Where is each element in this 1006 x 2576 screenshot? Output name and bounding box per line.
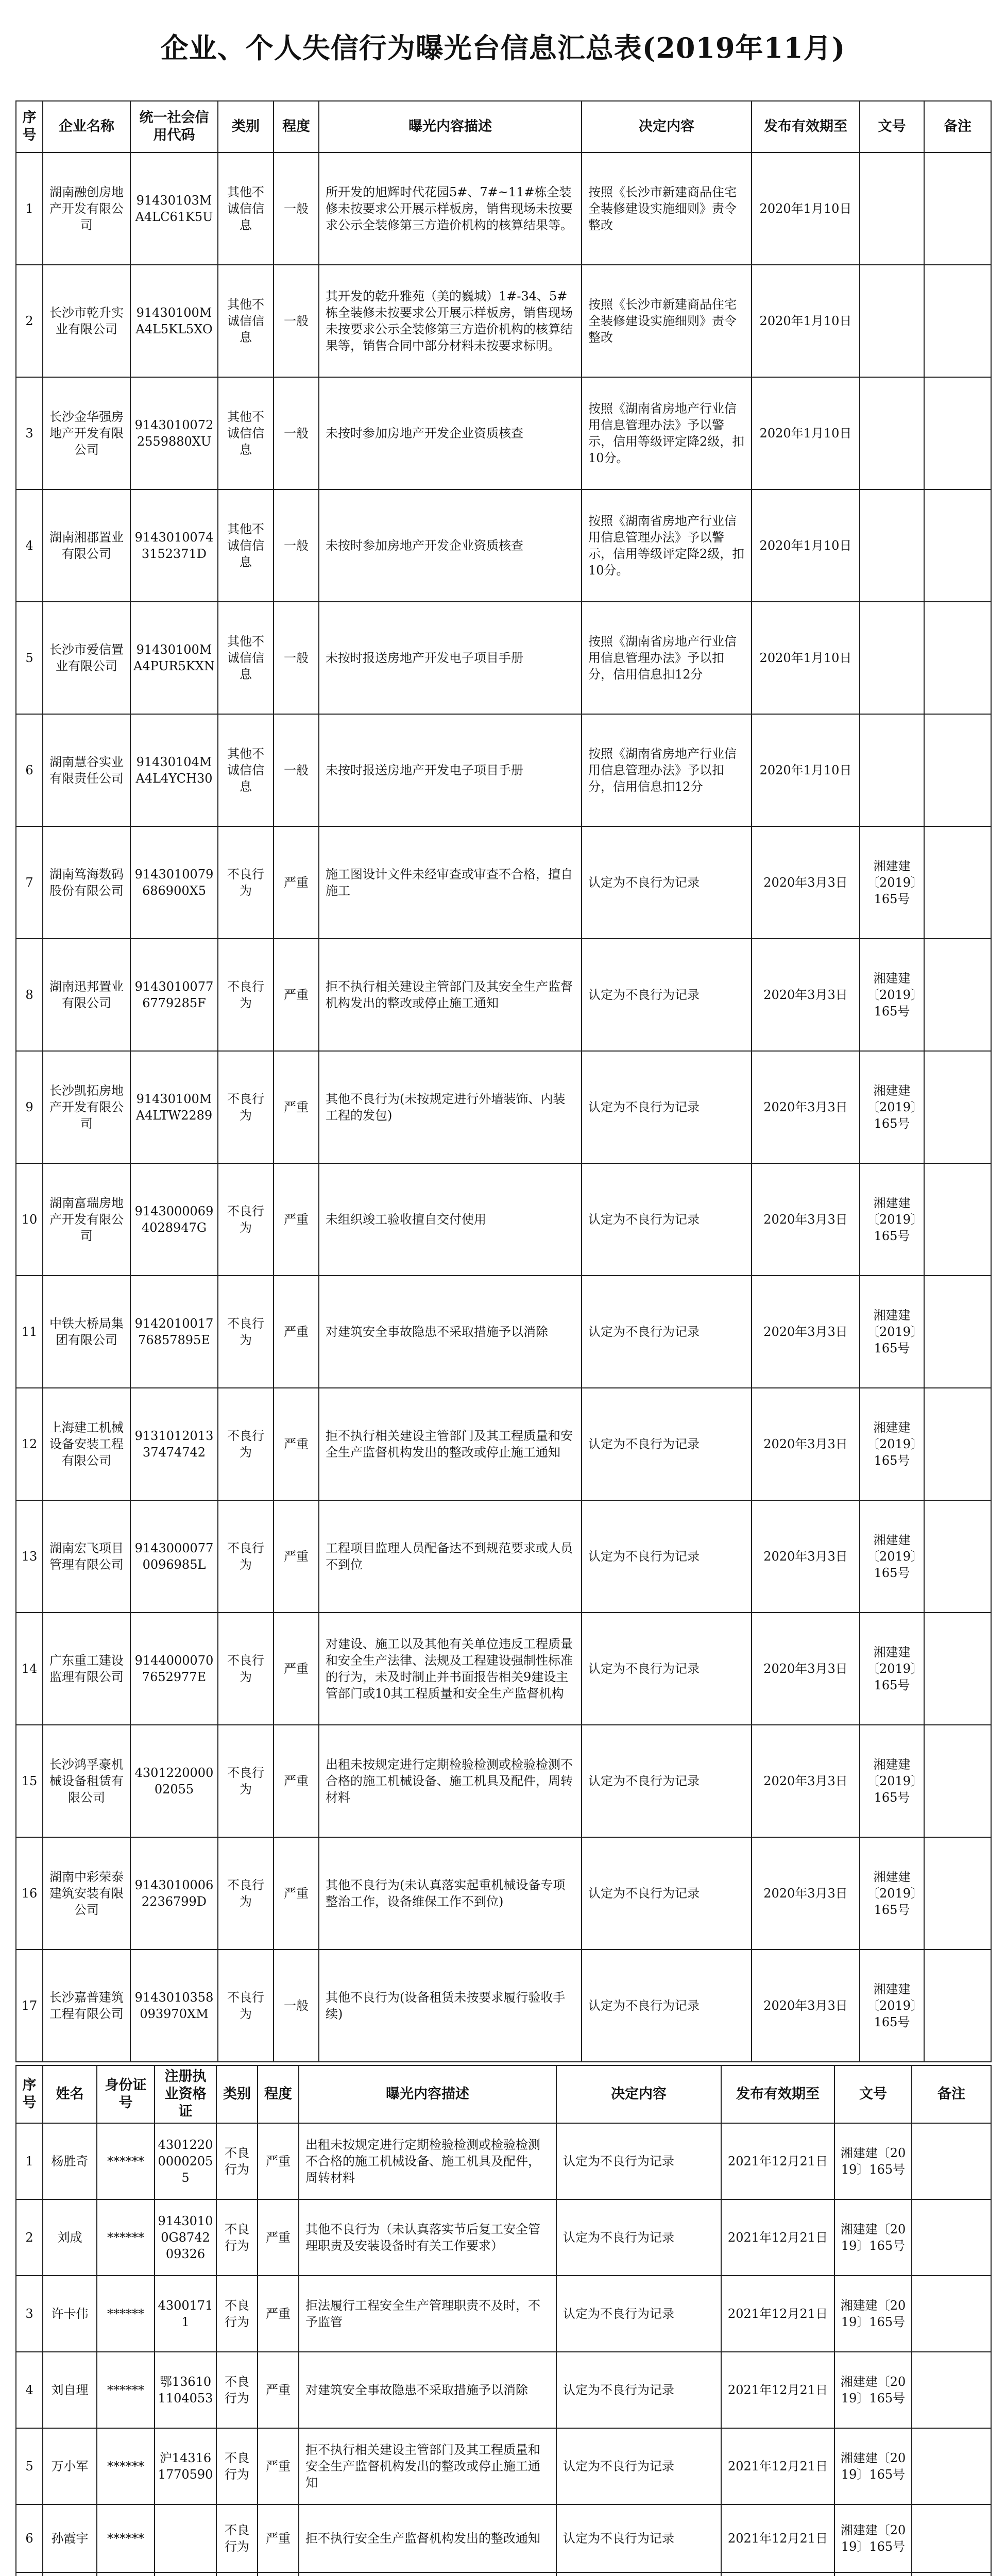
cell-credit-code: 9143010079686900X5 xyxy=(130,826,218,939)
cell-remark xyxy=(912,2572,991,2576)
cell-credit-code: 91430100MA4PUR5KXN xyxy=(130,602,218,714)
cell-degree: 严重 xyxy=(274,1613,319,1725)
cell-decision: 认定为不良行为记录 xyxy=(556,2428,721,2504)
cell-expiry: 2020年3月3日 xyxy=(752,1725,860,1837)
table-row xyxy=(16,2572,991,2576)
cell-credit-code: 913101201337474742 xyxy=(130,1388,218,1500)
cell-decision: 认定为不良行为记录 xyxy=(582,939,752,1051)
cell-company-name: 湖南湘郡置业有限公司 xyxy=(43,489,130,602)
cell-no: 1 xyxy=(16,2123,43,2199)
table-row xyxy=(16,2352,991,2428)
header-cell: 备注 xyxy=(912,2065,991,2123)
cell-expiry: 2020年3月3日 xyxy=(752,1051,860,1163)
header-cell: 决定内容 xyxy=(582,101,752,152)
cell-decision: 认定为不良行为记录 xyxy=(556,2276,721,2352)
header-cell: 决定内容 xyxy=(556,2065,721,2123)
cell-expiry: 2020年3月3日 xyxy=(752,826,860,939)
table-row xyxy=(16,1837,991,1950)
cell-expiry: 2020年1月10日 xyxy=(752,377,860,489)
cell-company-name: 湖南慧谷实业有限责任公司 xyxy=(43,714,130,826)
cell-credit-code: 91430000770096985L xyxy=(130,1500,218,1613)
cell-remark xyxy=(924,1725,991,1837)
cell-remark xyxy=(924,1950,991,2062)
cell-remark xyxy=(924,1500,991,1613)
table-row xyxy=(16,2199,991,2276)
table-row xyxy=(16,152,991,265)
table-row xyxy=(16,2123,991,2199)
cell-cert-number xyxy=(155,2504,216,2572)
cell-decision: 认定为不良行为记录 xyxy=(582,1837,752,1950)
cell-category: 不良行为 xyxy=(216,2276,258,2352)
cell-description: 出租未按规定进行定期检验检测或检验检测不合格的施工机械设备、施工机具及配件，周转材料 xyxy=(299,2123,556,2199)
cell-expiry: 2020年1月10日 xyxy=(752,602,860,714)
cell-description: 未组织竣工验收擅自交付使用 xyxy=(319,1163,582,1276)
header-cell: 类别 xyxy=(216,2065,258,2123)
table-row xyxy=(16,714,991,826)
cell-doc-number: 湘建建〔2019〕165号 xyxy=(834,2352,912,2428)
cell-decision: 认定为不良行为记录 xyxy=(556,2504,721,2572)
cell-decision: 认定为不良行为记录 xyxy=(582,1276,752,1388)
cell-credit-code: 91430000694028947G xyxy=(130,1163,218,1276)
cell-degree: 严重 xyxy=(274,826,319,939)
cell-remark xyxy=(912,2504,991,2572)
company-table-header xyxy=(16,101,991,152)
cell-degree xyxy=(258,2572,299,2576)
cell-category: 不良行为 xyxy=(218,1163,274,1276)
cell-company-name: 长沙鸿孚豪机械设备租赁有限公司 xyxy=(43,1725,130,1837)
cell-degree: 一般 xyxy=(274,602,319,714)
header-cell: 发布有效期至 xyxy=(752,101,860,152)
cell-no: 3 xyxy=(16,2276,43,2352)
table-row xyxy=(16,602,991,714)
cell-no: 5 xyxy=(16,2428,43,2504)
cell-credit-code: 430122000002055 xyxy=(130,1725,218,1837)
cell-company-name: 湖南中彩荣泰建筑安装有限公司 xyxy=(43,1837,130,1950)
cell-doc-number xyxy=(860,489,924,602)
cell-id-number: ****** xyxy=(97,2352,155,2428)
cell-person-name: 刘自理 xyxy=(43,2352,97,2428)
cell-description: 工程项目监理人员配备达不到规范要求或人员不到位 xyxy=(319,1500,582,1613)
cell-description: 出租未按规定进行定期检验检测或检验检测不合格的施工机械设备、施工机具及配件，周转材料 xyxy=(319,1725,582,1837)
cell-expiry: 2020年3月3日 xyxy=(752,1276,860,1388)
cell-no: 4 xyxy=(16,489,43,602)
cell-person-name: 杨胜奇 xyxy=(43,2123,97,2199)
cell-degree: 严重 xyxy=(274,939,319,1051)
cell-remark xyxy=(924,1163,991,1276)
cell-expiry: 2021年12月21日 xyxy=(721,2123,834,2199)
cell-description: 其他不良行为(未认真落实起重机械设备专项整治工作，设备维保工作不到位) xyxy=(319,1837,582,1950)
cell-category xyxy=(216,2572,258,2576)
cell-degree: 严重 xyxy=(258,2352,299,2428)
cell-degree: 严重 xyxy=(274,1276,319,1388)
cell-category: 其他不诚信信息 xyxy=(218,602,274,714)
cell-description: 其开发的乾升雅苑（美的巍城）1#-34、5#栋全装修未按要求公开展示样板房，销售现场未按要求公示全装修第三方造价机构的核算结果等，销售合同中部分材料未按要求标明。 xyxy=(319,265,582,377)
cell-doc-number xyxy=(860,265,924,377)
cell-category: 不良行为 xyxy=(218,1950,274,2062)
header-cell: 发布有效期至 xyxy=(721,2065,834,2123)
header-cell: 姓名 xyxy=(43,2065,97,2123)
cell-credit-code: 91430100MA4LTW2289 xyxy=(130,1051,218,1163)
cell-category: 不良行为 xyxy=(218,1725,274,1837)
table-row xyxy=(16,939,991,1051)
cell-no: 2 xyxy=(16,2199,43,2276)
cell-decision: 认定为不良行为记录 xyxy=(582,1051,752,1163)
cell-degree: 严重 xyxy=(258,2428,299,2504)
table-row xyxy=(16,1725,991,1837)
table-row xyxy=(16,265,991,377)
cell-decision: 认定为不良行为记录 xyxy=(582,1725,752,1837)
cell-credit-code: 914201001776857895E xyxy=(130,1276,218,1388)
cell-description xyxy=(299,2572,556,2576)
cell-doc-number: 湘建建〔2019〕165号 xyxy=(860,1163,924,1276)
cell-remark xyxy=(924,1051,991,1163)
person-table xyxy=(15,2065,992,2576)
cell-category: 其他不诚信信息 xyxy=(218,377,274,489)
header-cell: 备注 xyxy=(924,101,991,152)
cell-no: 5 xyxy=(16,602,43,714)
cell-description: 对建筑安全事故隐患不采取措施予以消除 xyxy=(299,2352,556,2428)
person-table-header xyxy=(16,2065,991,2123)
cell-company-name: 长沙金华强房地产开发有限公司 xyxy=(43,377,130,489)
cell-no: 2 xyxy=(16,265,43,377)
cell-doc-number: 湘建建〔2019〕165号 xyxy=(860,1388,924,1500)
cell-credit-code: 91430100062236799D xyxy=(130,1837,218,1950)
cell-degree: 一般 xyxy=(274,152,319,265)
cell-no: 1 xyxy=(16,152,43,265)
cell-expiry: 2021年12月21日 xyxy=(721,2428,834,2504)
cell-no: 4 xyxy=(16,2352,43,2428)
header-cell: 统一社会信用代码 xyxy=(130,101,218,152)
cell-decision: 按照《长沙市新建商品住宅全装修建设实施细则》责令整改 xyxy=(582,265,752,377)
cell-degree: 严重 xyxy=(274,1163,319,1276)
table-row xyxy=(16,1388,991,1500)
cell-decision: 认定为不良行为记录 xyxy=(556,2123,721,2199)
cell-remark xyxy=(924,265,991,377)
cell-expiry: 2021年12月21日 xyxy=(721,2199,834,2276)
company-table-body xyxy=(16,152,991,2062)
cell-remark xyxy=(912,2123,991,2199)
cell-no: 7 xyxy=(16,826,43,939)
cell-no xyxy=(16,2572,43,2576)
cell-expiry: 2020年1月10日 xyxy=(752,265,860,377)
cell-expiry: 2021年12月21日 xyxy=(721,2504,834,2572)
cell-remark xyxy=(924,1388,991,1500)
cell-description: 对建筑安全事故隐患不采取措施予以消除 xyxy=(319,1276,582,1388)
table-row xyxy=(16,2504,991,2572)
cell-doc-number xyxy=(834,2572,912,2576)
cell-degree: 严重 xyxy=(258,2199,299,2276)
table-row xyxy=(16,1163,991,1276)
cell-expiry: 2020年3月3日 xyxy=(752,1837,860,1950)
cell-company-name: 长沙嘉普建筑工程有限公司 xyxy=(43,1950,130,2062)
header-cell: 程度 xyxy=(274,101,319,152)
cell-description: 拒不执行安全生产监督机构发出的整改通知 xyxy=(299,2504,556,2572)
cell-remark xyxy=(924,939,991,1051)
cell-company-name: 湖南富瑞房地产开发有限公司 xyxy=(43,1163,130,1276)
cell-no: 13 xyxy=(16,1500,43,1613)
cell-no: 9 xyxy=(16,1051,43,1163)
cell-category: 其他不诚信信息 xyxy=(218,489,274,602)
cell-doc-number: 湘建建〔2019〕165号 xyxy=(860,1276,924,1388)
cell-degree: 严重 xyxy=(274,1500,319,1613)
cell-description: 拒不执行相关建设主管部门及其工程质量和安全生产监督机构发出的整改或停止施工通知 xyxy=(299,2428,556,2504)
cell-company-name: 湖南迅邦置业有限公司 xyxy=(43,939,130,1051)
cell-remark xyxy=(924,826,991,939)
cell-degree: 严重 xyxy=(274,1837,319,1950)
cell-doc-number xyxy=(860,152,924,265)
cell-doc-number: 湘建建〔2019〕165号 xyxy=(834,2199,912,2276)
cell-company-name: 长沙市爱信置业有限公司 xyxy=(43,602,130,714)
cell-category: 不良行为 xyxy=(216,2504,258,2572)
header-cell: 类别 xyxy=(218,101,274,152)
cell-category: 不良行为 xyxy=(218,1837,274,1950)
cell-no: 14 xyxy=(16,1613,43,1725)
table-row xyxy=(16,826,991,939)
cell-decision: 认定为不良行为记录 xyxy=(582,826,752,939)
cell-remark xyxy=(912,2199,991,2276)
cell-decision: 按照《湖南省房地产行业信用信息管理办法》予以警示，信用等级评定降2级，扣10分。 xyxy=(582,489,752,602)
cell-expiry xyxy=(721,2572,834,2576)
cell-description: 其他不良行为(未按规定进行外墙装饰、内装工程的发包) xyxy=(319,1051,582,1163)
cell-company-name: 长沙市乾升实业有限公司 xyxy=(43,265,130,377)
cell-decision: 按照《湖南省房地产行业信用信息管理办法》予以警示，信用等级评定降2级，扣10分。 xyxy=(582,377,752,489)
cell-degree: 严重 xyxy=(274,1388,319,1500)
cell-credit-code: 91430100776779285F xyxy=(130,939,218,1051)
header-cell: 曝光内容描述 xyxy=(299,2065,556,2123)
cell-credit-code: 91430103MA4LC61K5U xyxy=(130,152,218,265)
cell-description: 未按时报送房地产开发电子项目手册 xyxy=(319,602,582,714)
cell-person-name: 刘成 xyxy=(43,2199,97,2276)
cell-degree: 严重 xyxy=(258,2276,299,2352)
cell-person-name: 万小军 xyxy=(43,2428,97,2504)
cell-degree: 一般 xyxy=(274,377,319,489)
cell-doc-number: 湘建建〔2019〕165号 xyxy=(860,1950,924,2062)
cell-doc-number: 湘建建〔2019〕165号 xyxy=(860,1051,924,1163)
table-row xyxy=(16,2276,991,2352)
cell-id-number xyxy=(97,2572,155,2576)
cell-doc-number xyxy=(860,714,924,826)
cell-expiry: 2020年1月10日 xyxy=(752,714,860,826)
cell-description: 拒法履行工程安全生产管理职责不及时，不予监管 xyxy=(299,2276,556,2352)
cell-category: 不良行为 xyxy=(218,826,274,939)
cell-no: 15 xyxy=(16,1725,43,1837)
cell-no: 11 xyxy=(16,1276,43,1388)
cell-description: 未按时参加房地产开发企业资质核查 xyxy=(319,377,582,489)
cell-remark xyxy=(924,1276,991,1388)
cell-degree: 严重 xyxy=(258,2123,299,2199)
cell-decision: 认定为不良行为记录 xyxy=(556,2199,721,2276)
cell-credit-code: 91430104MA4L4YCH30 xyxy=(130,714,218,826)
cell-expiry: 2020年1月10日 xyxy=(752,489,860,602)
header-cell: 序号 xyxy=(16,2065,43,2123)
cell-decision: 按照《长沙市新建商品住宅全装修建设实施细则》责令整改 xyxy=(582,152,752,265)
cell-expiry: 2020年3月3日 xyxy=(752,1163,860,1276)
header-cell: 程度 xyxy=(258,2065,299,2123)
table-row xyxy=(16,377,991,489)
cell-category: 其他不诚信信息 xyxy=(218,265,274,377)
cell-id-number: ****** xyxy=(97,2199,155,2276)
header-cell: 身份证号 xyxy=(97,2065,155,2123)
cell-company-name: 湖南笃海数码股份有限公司 xyxy=(43,826,130,939)
cell-degree: 一般 xyxy=(274,714,319,826)
cell-decision: 认定为不良行为记录 xyxy=(556,2352,721,2428)
cell-expiry: 2020年3月3日 xyxy=(752,1950,860,2062)
cell-company-name: 上海建工机械设备安装工程有限公司 xyxy=(43,1388,130,1500)
cell-expiry: 2021年12月21日 xyxy=(721,2352,834,2428)
cell-credit-code: 9143010358093970XM xyxy=(130,1950,218,2062)
cell-remark xyxy=(912,2276,991,2352)
header-cell: 文号 xyxy=(860,101,924,152)
cell-doc-number: 湘建建〔2019〕165号 xyxy=(860,939,924,1051)
cell-description: 拒不执行相关建设主管部门及其工程质量和安全生产监督机构发出的整改或停止施工通知 xyxy=(319,1388,582,1500)
cell-expiry: 2020年3月3日 xyxy=(752,1613,860,1725)
cell-description: 所开发的旭辉时代花园5#、7#~11#栋全装修未按要求公开展示样板房，销售现场未按要求公示全装修第三方造价机构的核算结果等。 xyxy=(319,152,582,265)
cell-doc-number: 湘建建〔2019〕165号 xyxy=(860,1725,924,1837)
cell-remark xyxy=(924,152,991,265)
cell-doc-number: 湘建建〔2019〕165号 xyxy=(860,1500,924,1613)
header-cell: 曝光内容描述 xyxy=(319,101,582,152)
cell-expiry: 2020年1月10日 xyxy=(752,152,860,265)
cell-doc-number xyxy=(860,377,924,489)
cell-expiry: 2020年3月3日 xyxy=(752,1500,860,1613)
cell-degree: 一般 xyxy=(274,265,319,377)
cell-no: 17 xyxy=(16,1950,43,2062)
cell-remark xyxy=(924,602,991,714)
cell-degree: 一般 xyxy=(274,1950,319,2062)
table-row xyxy=(16,1500,991,1613)
cell-doc-number: 湘建建〔2019〕165号 xyxy=(860,826,924,939)
cell-remark xyxy=(924,1837,991,1950)
cell-id-number: ****** xyxy=(97,2428,155,2504)
cell-category: 不良行为 xyxy=(218,1613,274,1725)
cell-no: 16 xyxy=(16,1837,43,1950)
cell-doc-number: 湘建建〔2019〕165号 xyxy=(834,2276,912,2352)
cell-company-name: 湖南融创房地产开发有限公司 xyxy=(43,152,130,265)
cell-company-name: 广东重工建设监理有限公司 xyxy=(43,1613,130,1725)
person-table-body xyxy=(16,2123,991,2576)
cell-credit-code: 91430100722559880XU xyxy=(130,377,218,489)
table-row xyxy=(16,1950,991,2062)
cell-expiry: 2021年12月21日 xyxy=(721,2276,834,2352)
header-cell: 序号 xyxy=(16,101,43,152)
cell-category: 不良行为 xyxy=(218,1051,274,1163)
cell-remark xyxy=(912,2428,991,2504)
cell-cert-number: 鄂136101104053 xyxy=(155,2352,216,2428)
cell-decision: 认定为不良行为记录 xyxy=(582,1388,752,1500)
cell-category: 不良行为 xyxy=(218,1388,274,1500)
cell-degree: 严重 xyxy=(258,2504,299,2572)
cell-category: 其他不诚信信息 xyxy=(218,152,274,265)
cell-doc-number: 湘建建〔2019〕165号 xyxy=(834,2504,912,2572)
cell-cert-number xyxy=(155,2572,216,2576)
cell-degree: 一般 xyxy=(274,489,319,602)
cell-cert-number: 91430100G874209326 xyxy=(155,2199,216,2276)
cell-category: 不良行为 xyxy=(218,1276,274,1388)
cell-credit-code: 91430100743152371D xyxy=(130,489,218,602)
cell-credit-code: 91440000707652977E xyxy=(130,1613,218,1725)
cell-description: 施工图设计文件未经审查或审查不合格，擅自施工 xyxy=(319,826,582,939)
cell-company-name: 中铁大桥局集团有限公司 xyxy=(43,1276,130,1388)
cell-no: 12 xyxy=(16,1388,43,1500)
cell-decision xyxy=(556,2572,721,2576)
cell-person-name: 孙霞宇 xyxy=(43,2504,97,2572)
page-title: 企业、个人失信行为曝光台信息汇总表(2019年11月) xyxy=(160,31,846,64)
cell-cert-number: 430122000002055 xyxy=(155,2123,216,2199)
cell-decision: 认定为不良行为记录 xyxy=(582,1613,752,1725)
cell-expiry: 2020年3月3日 xyxy=(752,939,860,1051)
header-cell: 注册执业资格证 xyxy=(155,2065,216,2123)
cell-description: 未按时报送房地产开发电子项目手册 xyxy=(319,714,582,826)
cell-decision: 认定为不良行为记录 xyxy=(582,1950,752,2062)
cell-doc-number: 湘建建〔2019〕165号 xyxy=(834,2428,912,2504)
table-row xyxy=(16,1613,991,1725)
company-table xyxy=(15,100,992,2062)
header-cell: 文号 xyxy=(834,2065,912,2123)
header-cell: 企业名称 xyxy=(43,101,130,152)
cell-remark xyxy=(912,2352,991,2428)
cell-remark xyxy=(924,1613,991,1725)
cell-remark xyxy=(924,714,991,826)
cell-category: 不良行为 xyxy=(216,2428,258,2504)
cell-expiry: 2020年3月3日 xyxy=(752,1388,860,1500)
cell-decision: 认定为不良行为记录 xyxy=(582,1163,752,1276)
cell-id-number: ****** xyxy=(97,2276,155,2352)
cell-no: 3 xyxy=(16,377,43,489)
cell-degree: 严重 xyxy=(274,1725,319,1837)
cell-category: 不良行为 xyxy=(216,2199,258,2276)
table-row xyxy=(16,2428,991,2504)
cell-description: 对建设、施工以及其他有关单位违反工程质量和安全生产法律、法规及工程建设强制性标准的行为，未及时制止并书面报告相关9建设主管部门或10其工程质量和安全生产监督机构 xyxy=(319,1613,582,1725)
cell-cert-number: 沪143161770590 xyxy=(155,2428,216,2504)
cell-remark xyxy=(924,377,991,489)
cell-person-name: 许卡伟 xyxy=(43,2276,97,2352)
table-row xyxy=(16,1276,991,1388)
cell-doc-number: 湘建建〔2019〕165号 xyxy=(860,1613,924,1725)
table-row xyxy=(16,489,991,602)
cell-category: 不良行为 xyxy=(218,939,274,1051)
cell-description: 未按时参加房地产开发企业资质核查 xyxy=(319,489,582,602)
cell-doc-number: 湘建建〔2019〕165号 xyxy=(860,1837,924,1950)
cell-doc-number: 湘建建〔2019〕165号 xyxy=(834,2123,912,2199)
cell-company-name: 湖南宏飞项目管理有限公司 xyxy=(43,1500,130,1613)
cell-description: 其他不良行为(设备租赁未按要求履行验收手续) xyxy=(319,1950,582,2062)
cell-remark xyxy=(924,489,991,602)
cell-person-name xyxy=(43,2572,97,2576)
cell-decision: 按照《湖南省房地产行业信用信息管理办法》予以扣分，信用信息扣12分 xyxy=(582,714,752,826)
cell-cert-number: 43001711 xyxy=(155,2276,216,2352)
cell-decision: 按照《湖南省房地产行业信用信息管理办法》予以扣分，信用信息扣12分 xyxy=(582,602,752,714)
cell-category: 不良行为 xyxy=(218,1500,274,1613)
cell-no: 10 xyxy=(16,1163,43,1276)
cell-category: 不良行为 xyxy=(216,2352,258,2428)
cell-category: 其他不诚信信息 xyxy=(218,714,274,826)
cell-no: 6 xyxy=(16,2504,43,2572)
cell-id-number: ****** xyxy=(97,2123,155,2199)
cell-description: 拒不执行相关建设主管部门及其安全生产监督机构发出的整改或停止施工通知 xyxy=(319,939,582,1051)
cell-company-name: 长沙凯拓房地产开发有限公司 xyxy=(43,1051,130,1163)
cell-description: 其他不良行为（未认真落实节后复工安全管理职责及安装设备时有关工作要求） xyxy=(299,2199,556,2276)
table-row xyxy=(16,1051,991,1163)
cell-doc-number xyxy=(860,602,924,714)
cell-degree: 严重 xyxy=(274,1051,319,1163)
cell-category: 不良行为 xyxy=(216,2123,258,2199)
cell-no: 6 xyxy=(16,714,43,826)
cell-decision: 认定为不良行为记录 xyxy=(582,1500,752,1613)
cell-no: 8 xyxy=(16,939,43,1051)
cell-credit-code: 91430100MA4L5KL5XO xyxy=(130,265,218,377)
cell-id-number: ****** xyxy=(97,2504,155,2572)
